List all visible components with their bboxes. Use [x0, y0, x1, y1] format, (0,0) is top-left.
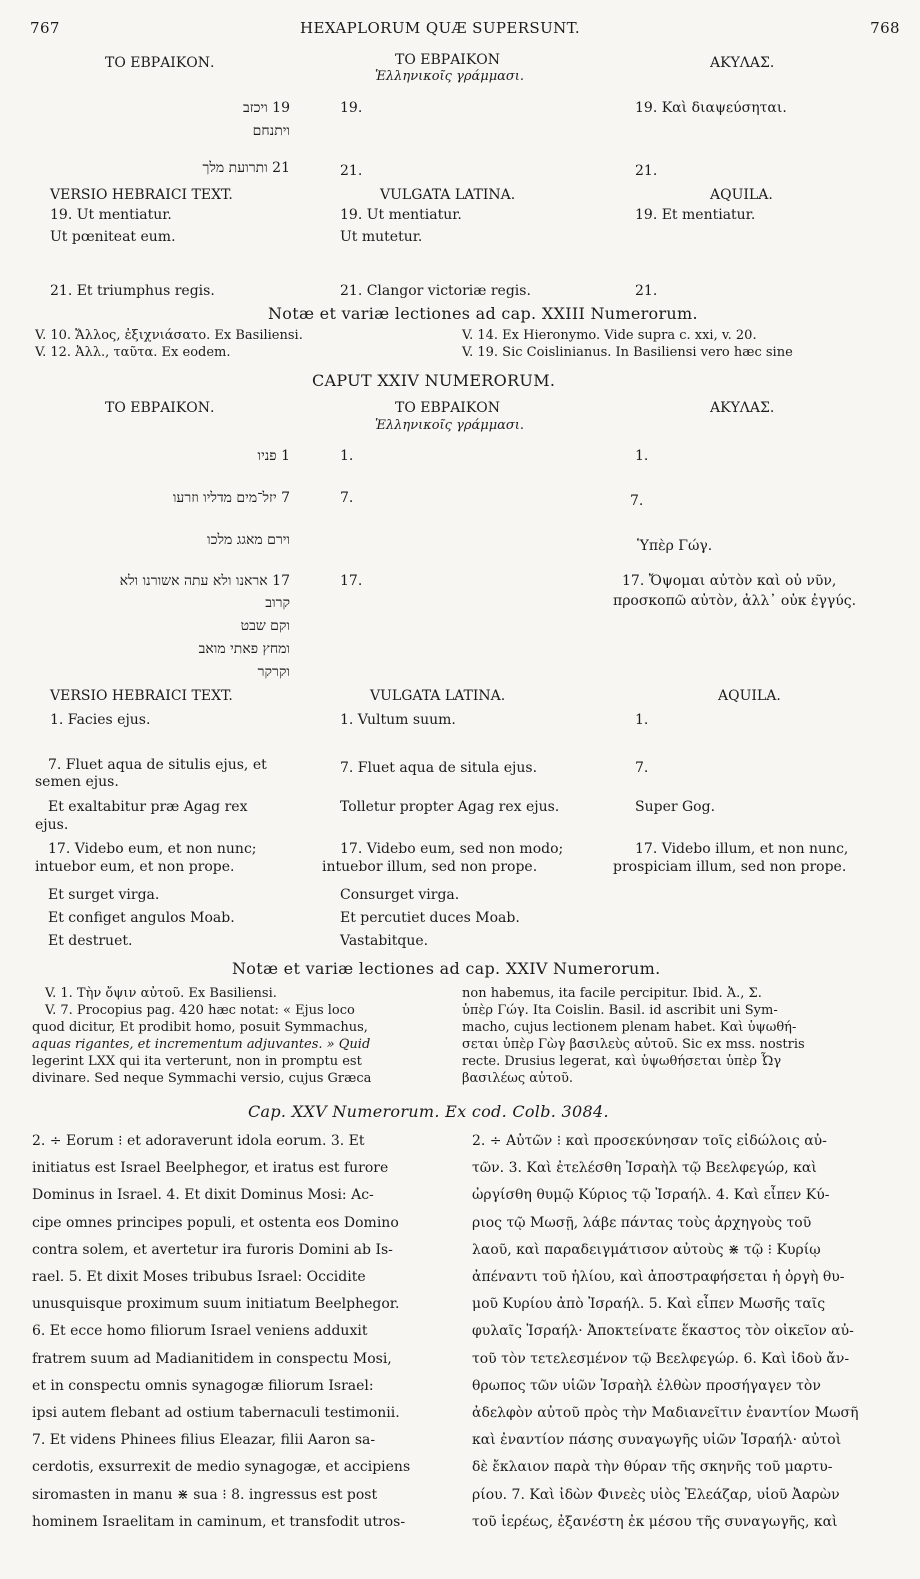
body-text-line: ipsi autem flebant ad ostium tabernaculi testimonii.	[32, 1405, 400, 1421]
body-text-line: 2. ÷ Eorum ⁝ et adoraverunt idola eorum. 3. Et	[32, 1133, 365, 1149]
aquila-greek-line: 19. Καὶ διαψεύσηται.	[635, 100, 787, 116]
note-line: V. 10. Ἄλλος, ἐξιχνιάσατο. Ex Basiliensi.	[35, 328, 303, 343]
note-line: V. 7. Procopius pag. 420 hæc notat: « Ejus loco	[45, 1003, 355, 1018]
body-text-line: ρίου. 7. Καὶ ἰδὼν Φινεὲς υἱὸς Ἐλεάζαρ, υἱοῦ Ἀαρὼν	[472, 1486, 840, 1503]
note-line: ὑπὲρ Γώγ. Ita Coislin. Basil. id ascribit uni Sym-	[462, 1003, 778, 1018]
latin-vulg-line: Consurget virga.	[340, 887, 460, 903]
body-text-line: rael. 5. Et dixit Moses tribubus Israel: Occidite	[32, 1269, 366, 1285]
latin-hebr-line: Et destruet.	[48, 933, 133, 949]
running-title: HEXAPLORUM QUÆ SUPERSUNT.	[300, 19, 581, 37]
note-line: σεται ὑπὲρ Γὼγ βασιλεὺς αὐτοῦ. Sic ex mss. nostris	[462, 1037, 805, 1052]
latin-hebr-line: Et configet angulos Moab.	[48, 910, 235, 926]
body-text-line: δὲ ἔκλαιον παρὰ τὴν θύραν τῆς σκηνῆς τοῦ μαρτυ-	[472, 1459, 833, 1476]
hebrew-line: ויתנחם	[252, 123, 290, 139]
latin-aquila-line: 19. Et mentiatur.	[635, 207, 756, 223]
chapter-title-xxv: Cap. XXV Numerorum. Ex cod. Colb. 3084.	[248, 1102, 609, 1121]
latin-head-vulgata: VULGATA LATINA.	[370, 688, 506, 704]
latin-vulg-line: 17. Videbo eum, sed non modo;	[340, 841, 564, 857]
greek-verse-number: 19.	[340, 100, 363, 116]
body-text-line: ριος τῷ Μωσῇ, λάβε πάντας τοὺς ἀρχηγοὺς τοῦ	[472, 1214, 812, 1231]
hebrew-line: 7 יזל־מים מדליו וזרעו	[172, 490, 290, 506]
body-text-line: τοῦ ἱερέως, ἐξανέστη ἐκ μέσου τῆς συναγωγῆς, καὶ	[472, 1513, 838, 1530]
note-line: V. 19. Sic Coislinianus. In Basiliensi vero hæc sine	[462, 345, 793, 360]
page-number-left: 767	[30, 19, 60, 37]
col-head-hebraicon-greek-sub: Ἑλληνικοῖς γράμμασι.	[375, 69, 525, 84]
hebrew-line: וקרקר	[257, 664, 290, 680]
note-line: recte. Drusius legerat, καὶ ὑψωθήσεται ὑπὲρ Ὦγ	[462, 1054, 782, 1069]
latin-vulg-line: Vastabitque.	[340, 933, 429, 949]
note-line: V. 14. Ex Hieronymo. Vide supra c. xxi, v. 20.	[462, 328, 757, 343]
body-text-line: Dominus in Israel. 4. Et dixit Dominus Mosi: Ac-	[32, 1187, 374, 1204]
notes-title-xxiii: Notæ et variæ lectiones ad cap. XXIII Numerorum.	[268, 304, 698, 323]
greek-verse-number: 1.	[340, 448, 354, 464]
body-text-line: cerdotis, exsurrexit de medio synagogæ, et accipiens	[32, 1459, 411, 1476]
hebrew-line: וקם שבט	[240, 618, 290, 634]
latin-vulg-line: 1. Vultum suum.	[340, 712, 456, 728]
latin-vulg-line: 21. Clangor victoriæ regis.	[340, 283, 531, 299]
note-line: macho, cujus lectionem plenam habet. Καὶ ὑψωθή-	[462, 1020, 797, 1035]
latin-head-aquila: AQUILA.	[718, 688, 781, 704]
body-text-line: initiatus est Israel Beelphegor, et iratus est furore	[32, 1160, 389, 1177]
latin-hebr-line: 7. Fluet aqua de situlis ejus, et	[48, 757, 267, 773]
col-head-hebraicon: ΤΟ ΕΒΡΑΙΚΟΝ.	[105, 55, 215, 71]
body-text-line: ἀδελφὸν αὐτοῦ πρὸς τὴν Μαδιανεῖτιν ἐναντίον Μωσῆ	[472, 1405, 859, 1421]
latin-head-aquila: AQUILA.	[710, 187, 773, 203]
body-text-line: cipe omnes principes populi, et ostenta eos Domino	[32, 1214, 399, 1231]
hebrew-line: וירם מאגג מלכו	[207, 532, 290, 548]
body-text-line: hominem Israelitam in caminum, et transfodit utros-	[32, 1513, 406, 1530]
latin-aquila-line: 7.	[635, 760, 649, 776]
latin-hebr-line: intuebor eum, et non prope.	[35, 859, 235, 875]
aquila-greek-line: 17. Ὄψομαι αὐτὸν καὶ οὐ νῦν,	[622, 573, 837, 589]
note-line: quod dicitur, Et prodibit homo, posuit Symmachus,	[32, 1020, 368, 1035]
latin-hebr-line: 21. Et triumphus regis.	[50, 283, 215, 299]
latin-aquila-line: Super Gog.	[635, 799, 716, 815]
aquila-greek-line: 21.	[635, 163, 658, 179]
greek-verse-number: 17.	[340, 573, 363, 589]
hebrew-line: 17 אראנו ולא עתה אשורנו ולא	[119, 573, 290, 589]
latin-aquila-line: prospiciam illum, sed non prope.	[613, 859, 847, 875]
aquila-greek-line: 7.	[630, 493, 644, 509]
col-head-aquila-greek: ΑΚΥΛΑΣ.	[710, 400, 775, 416]
greek-verse-number: 21.	[340, 163, 363, 179]
latin-hebr-line: Ut pœniteat eum.	[50, 229, 176, 245]
col-head-hebraicon-greek-sub: Ἑλληνικοῖς γράμμασι.	[375, 418, 525, 433]
hebrew-line: 1 פניו	[257, 448, 290, 464]
body-text-line: μοῦ Κυρίου ἀπὸ Ἰσραήλ. 5. Καὶ εἶπεν Μωσῆς ταῖς	[472, 1296, 826, 1313]
latin-hebr-line: Et exaltabitur præ Agag rex	[48, 799, 248, 815]
page-number-right: 768	[870, 19, 900, 37]
latin-vulg-line: 7. Fluet aqua de situla ejus.	[340, 760, 538, 776]
latin-hebr-line: 19. Ut mentiatur.	[50, 207, 172, 223]
hebrew-line: קרוב	[265, 595, 290, 611]
body-text-line: λαοῦ, καὶ παραδειγμάτισον αὐτοὺς ⋇ τῷ ⁝ Κυρίῳ	[472, 1241, 821, 1258]
latin-aquila-line: 1.	[635, 712, 649, 728]
body-text-line: 7. Et videns Phinees filius Eleazar, filii Aaron sa-	[32, 1432, 376, 1449]
aquila-greek-line: 1.	[635, 448, 649, 464]
latin-aquila-line: 17. Videbo illum, et non nunc,	[635, 841, 849, 857]
latin-vulg-line: Tolletur propter Agag rex ejus.	[340, 799, 560, 815]
latin-hebr-line: ejus.	[35, 817, 69, 833]
hebrew-line: 19 ויכזב	[242, 100, 290, 116]
col-head-hebraicon-greek: ΤΟ ΕΒΡΑΙΚΟΝ	[395, 52, 501, 68]
latin-vulg-line: 19. Ut mentiatur.	[340, 207, 462, 223]
note-line: V. 1. Τὴν ὄψιν αὐτοῦ. Ex Basiliensi.	[45, 986, 277, 1001]
notes-title-xxiv: Notæ et variæ lectiones ad cap. XXIV Numerorum.	[232, 959, 661, 978]
body-text-line: καὶ ἐναντίον πάσης συναγωγῆς υἱῶν Ἰσραήλ· αὐτοὶ	[472, 1432, 842, 1449]
body-text-line: φυλαῖς Ἰσραήλ· Ἀποκτείνατε ἕκαστος τὸν οἰκεῖον αὐ-	[472, 1323, 854, 1340]
latin-hebr-line: 17. Videbo eum, et non nunc;	[48, 841, 257, 857]
body-text-line: ὠργίσθη θυμῷ Κύριος τῷ Ἰσραήλ. 4. Καὶ εἶπεν Κύ-	[472, 1187, 830, 1204]
latin-hebr-line: 1. Facies ejus.	[50, 712, 151, 728]
body-text-line: τοῦ τὸν τετελεσμένον τῷ Βεελφεγώρ. 6. Καὶ ἰδοὺ ἄν-	[472, 1350, 850, 1367]
col-head-aquila-greek: ΑΚΥΛΑΣ.	[710, 55, 775, 71]
latin-vulg-line: Ut mutetur.	[340, 229, 423, 245]
body-text-line: contra solem, et avertetur ira furoris Domini ab Is-	[32, 1241, 393, 1258]
latin-head-hebraici: VERSIO HEBRAICI TEXT.	[50, 187, 233, 203]
greek-verse-number: 7.	[340, 490, 354, 506]
note-line: V. 12. Ἀλλ., ταῦτα. Ex eodem.	[35, 345, 231, 360]
aquila-greek-line: προσκοπῶ αὐτὸν, ἀλλ᾽ οὐκ ἐγγύς.	[613, 593, 857, 609]
body-text-line: siromasten in manu ⋇ sua ⁝ 8. ingressus est post	[32, 1486, 378, 1503]
latin-vulg-line: Et percutiet duces Moab.	[340, 910, 520, 926]
col-head-hebraicon: ΤΟ ΕΒΡΑΙΚΟΝ.	[105, 400, 215, 416]
body-text-line: fratrem suum ad Madianitidem in conspectu Mosi,	[32, 1350, 392, 1367]
body-text-line: 6. Et ecce homo filiorum Israel veniens adduxit	[32, 1323, 368, 1340]
note-line: βασιλέως αὐτοῦ.	[462, 1071, 573, 1086]
note-line: divinare. Sed neque Symmachi versio, cujus Græca	[32, 1071, 372, 1086]
latin-hebr-line: Et surget virga.	[48, 887, 160, 903]
latin-vulg-line: intuebor illum, sed non prope.	[322, 859, 538, 875]
body-text-line: et in conspectu omnis synagogæ filiorum Israel:	[32, 1377, 374, 1394]
body-text-line: 2. ÷ Αὐτῶν ⁝ καὶ προσεκύνησαν τοῖς εἰδώλοις αὐ-	[472, 1133, 827, 1149]
latin-hebr-line: semen ejus.	[35, 774, 119, 790]
latin-head-vulgata: VULGATA LATINA.	[380, 187, 516, 203]
note-line: aquas rigantes, et incrementum adjuvantes. » Quid	[32, 1037, 371, 1052]
note-line: legerint LXX qui ita verterunt, non in promptu est	[32, 1054, 362, 1069]
chapter-title-xxiv: CAPUT XXIV NUMERORUM.	[312, 371, 556, 390]
hebrew-line: ומחץ פאתי מואב	[198, 641, 290, 657]
col-head-hebraicon-greek: ΤΟ ΕΒΡΑΙΚΟΝ	[395, 400, 501, 416]
body-text-line: θρωπος τῶν υἱῶν Ἰσραὴλ ἐλθὼν προσήγαγεν τὸν	[472, 1377, 821, 1394]
latin-aquila-line: 21.	[635, 283, 658, 299]
body-text-line: ἀπέναντι τοῦ ἡλίου, καὶ ἀποστραφήσεται ἡ ὀργὴ θυ-	[472, 1269, 845, 1285]
latin-head-hebraici: VERSIO HEBRAICI TEXT.	[50, 688, 233, 704]
note-line: non habemus, ita facile percipitur. Ibid. Ἀ., Σ.	[462, 986, 762, 1001]
hebrew-line: 21 ותרועת מלך	[202, 160, 290, 176]
body-text-line: τῶν. 3. Καὶ ἐτελέσθη Ἰσραὴλ τῷ Βεελφεγώρ, καὶ	[472, 1160, 817, 1177]
aquila-greek-line: Ὑπὲρ Γώγ.	[637, 538, 713, 554]
body-text-line: unusquisque proximum suum initiatum Beelphegor.	[32, 1296, 400, 1313]
